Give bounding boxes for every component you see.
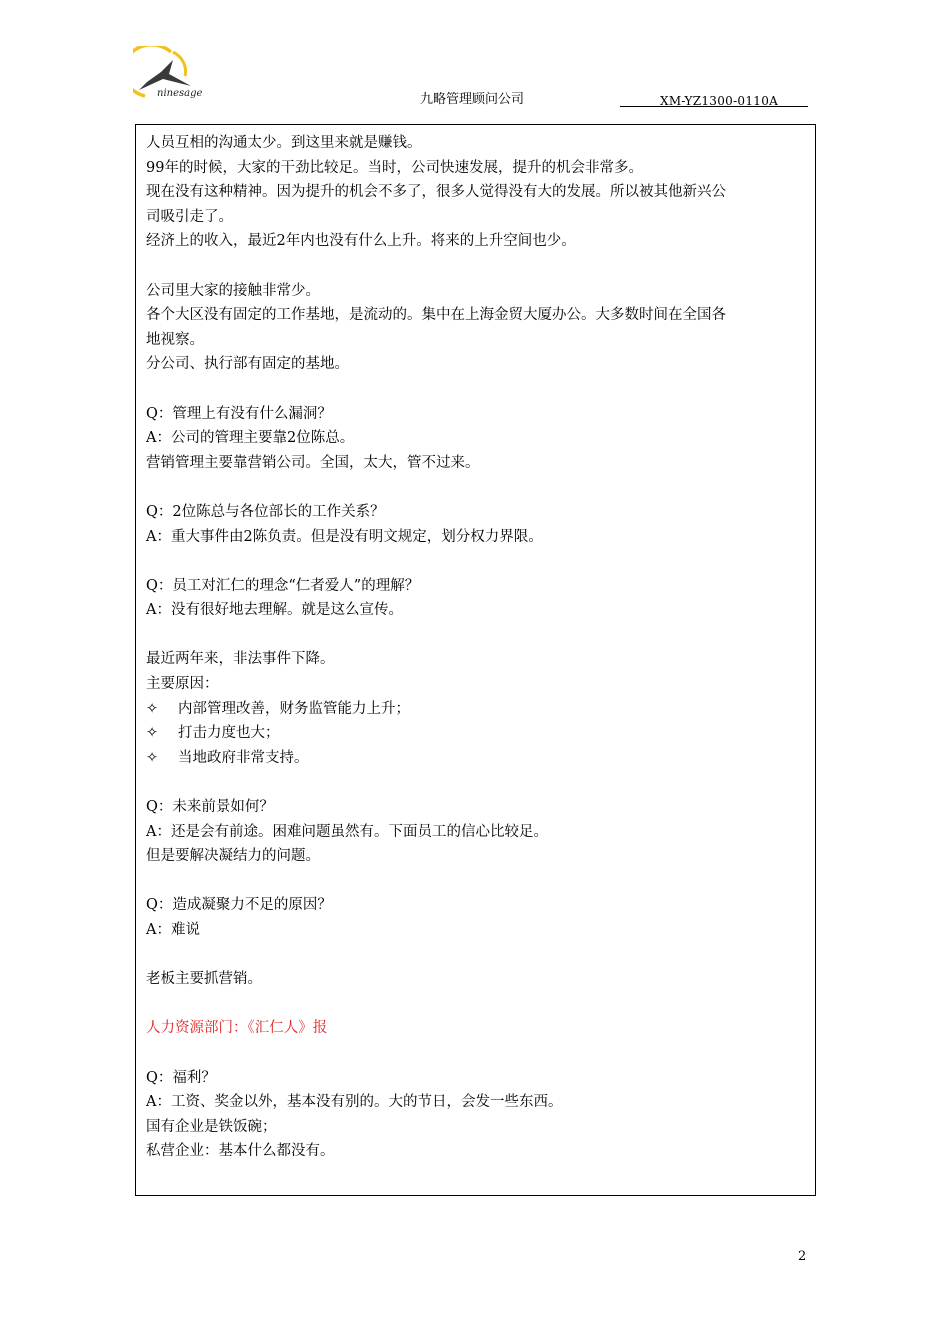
question-line: Q：管理上有没有什么漏洞？ — [146, 405, 332, 422]
question-line: Q：未来前景如何？ — [146, 799, 274, 816]
blank-line — [146, 770, 805, 795]
blank-line — [146, 549, 805, 574]
answer-line: A：公司的管理主要靠2位陈总。 — [146, 430, 355, 447]
bullet-item — [146, 721, 805, 746]
answer-line: A：还是会有前途。困难问题虽然有。下面员工的信心比较足。 — [146, 823, 548, 840]
bullet-text: 打击力度也大； — [178, 725, 280, 742]
blank-line — [146, 623, 805, 648]
text-line: 私营企业：基本什么都没有。 — [146, 1143, 335, 1160]
content-box — [135, 124, 816, 1196]
text-line: 主要原因： — [146, 676, 219, 693]
company-name: 九略管理顾问公司 — [420, 92, 525, 107]
blank-line — [146, 475, 805, 500]
document-code: XM-YZ1300-0110A — [660, 94, 779, 108]
text-line: 公司里大家的接触非常少。 — [146, 282, 320, 299]
bullet-item — [146, 746, 805, 771]
text-line: 经济上的收入，最近2年内也没有什么上升。将来的上升空间也少。 — [146, 233, 576, 250]
diamond-bullet-icon: ✧ — [146, 700, 159, 717]
text-line: 分公司、执行部有固定的基地。 — [146, 356, 349, 373]
header-rule — [620, 106, 808, 107]
blank-line — [146, 1041, 805, 1066]
question-line: Q：2位陈总与各位部长的工作关系？ — [146, 503, 385, 520]
text-line: 地视察。 — [146, 331, 204, 348]
question-line: Q：福利？ — [146, 1069, 216, 1086]
text-line: 国有企业是铁饭碗； — [146, 1118, 277, 1135]
blank-line — [146, 943, 805, 968]
text-line: 各个大区没有固定的工作基地，是流动的。集中在上海金贸大厦办公。大多数时间在全国各 — [146, 307, 726, 324]
blank-line — [146, 254, 805, 279]
answer-line: A：工资、奖金以外，基本没有别的。大的节日，会发一些东西。 — [146, 1094, 563, 1111]
diamond-bullet-icon: ✧ — [146, 725, 159, 742]
blank-line — [146, 992, 805, 1017]
bullet-item — [146, 697, 805, 722]
diamond-bullet-icon: ✧ — [146, 749, 159, 766]
text-line: 但是要解决凝结力的问题。 — [146, 848, 320, 865]
page-number: 2 — [798, 1249, 807, 1264]
text-line: 人员互相的沟通太少。到这里来就是赚钱。 — [146, 135, 422, 151]
blank-line — [146, 377, 805, 402]
text-line: 营销管理主要靠营销公司。全国，太大，管不过来。 — [146, 454, 480, 471]
text-line: 司吸引走了。 — [146, 208, 233, 225]
bullet-text: 当地政府非常支持。 — [178, 749, 309, 766]
blank-line — [146, 869, 805, 894]
logo-text: ninesage — [157, 88, 203, 99]
text-line: 老板主要抓营销。 — [146, 971, 262, 988]
answer-line: A：没有很好地去理解。就是这么宣传。 — [146, 602, 403, 619]
section-heading: 人力资源部门：《汇仁人》报 — [146, 1020, 328, 1037]
text-line: 现在没有这种精神。因为提升的机会不多了，很多人觉得没有大的发展。所以被其他新兴公 — [146, 184, 726, 201]
page-header — [0, 0, 950, 112]
text-line: 99年的时候，大家的干劲比较足。当时，公司快速发展，提升的机会非常多。 — [146, 159, 643, 176]
answer-line: A：重大事件由2陈负责。但是没有明文规定，划分权力界限。 — [146, 528, 543, 545]
text-line: 最近两年来，非法事件下降。 — [146, 651, 335, 668]
question-line: Q：造成凝聚力不足的原因？ — [146, 897, 332, 914]
bullet-text: 内部管理改善，财务监管能力上升； — [178, 700, 410, 717]
question-line: Q：员工对汇仁的理念“仁者爱人”的理解？ — [146, 577, 420, 594]
ninesage-logo — [133, 46, 233, 106]
answer-line: A：难说 — [146, 922, 200, 938]
